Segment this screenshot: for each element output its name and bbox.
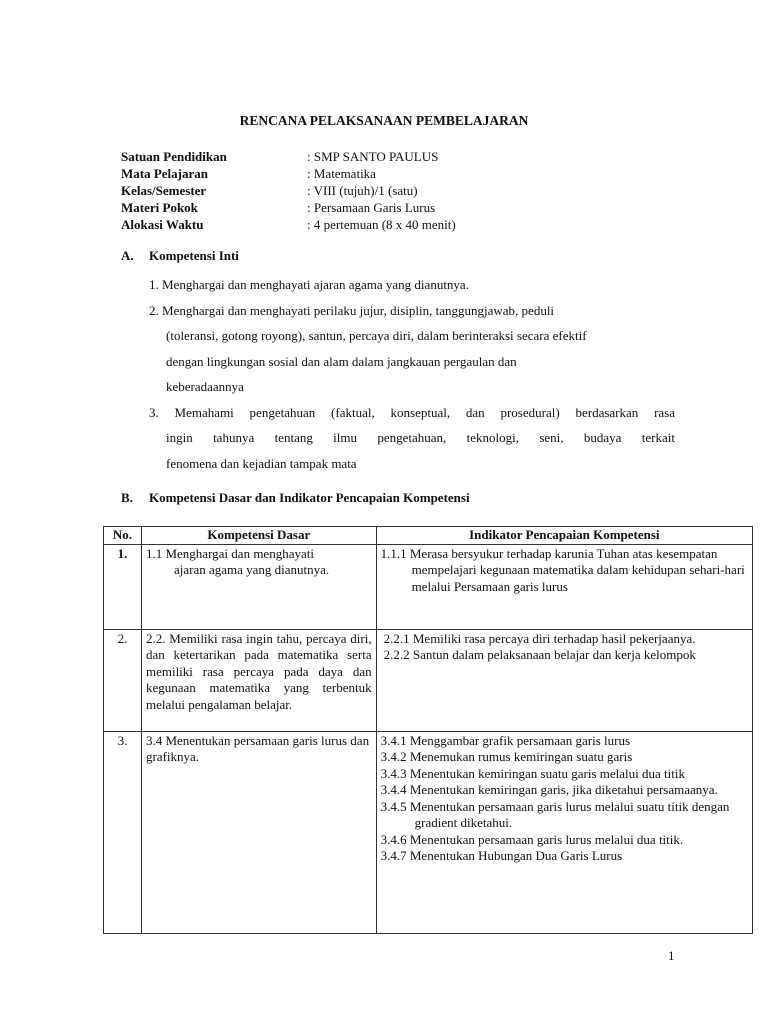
- list-item-line: keberadaannya: [166, 379, 244, 394]
- section-title: Kompetensi Dasar dan Indikator Pencapaian Kompetensi: [149, 490, 470, 505]
- row-number: 1.: [104, 544, 142, 629]
- indicator-item: 1.1.1 Merasa bersyukur terhadap karunia Tuhan atas kesempatan mempelajari kegunaan matematika dalam kehidupan sehari-hari melalui Persamaan garis lurus: [380, 545, 745, 594]
- list-item-line: (toleransi, gotong royong), santun, percaya diri, dalam berinteraksi secara efektif: [166, 328, 587, 343]
- indicator-item: 2.2.1 Memiliki rasa percaya diri terhadap hasil pekerjaanya.: [383, 630, 696, 646]
- section-letter: A.: [121, 248, 134, 263]
- identity-row: [121, 165, 456, 182]
- document-title: RENCANA PELAKSANAAN PEMBELAJARAN: [239, 113, 529, 128]
- competency-table: [103, 526, 753, 934]
- identity-label: Alokasi Waktu: [121, 217, 204, 232]
- identity-label: Satuan Pendidikan: [121, 149, 227, 164]
- kd-cell: [141, 544, 376, 629]
- indicator-item: 3.4.7 Menentukan Hubungan Dua Garis Lurus: [380, 848, 623, 863]
- table-row: [104, 731, 753, 933]
- row-number: 2.: [104, 629, 142, 731]
- indicator-item: 3.4.6 Menentukan persamaan garis lurus melalui dua titik.: [380, 831, 684, 847]
- section-title: Kompetensi Inti: [149, 248, 239, 263]
- column-header-kd: Kompetensi Dasar: [141, 527, 376, 545]
- identity-value: : SMP SANTO PAULUS: [307, 149, 439, 164]
- list-item-line: 1. Menghargai dan menghayati ajaran agama yang dianutnya.: [149, 277, 469, 292]
- identity-value: : 4 pertemuan (8 x 40 menit): [307, 217, 456, 232]
- identity-value: : VIII (tujuh)/1 (satu): [307, 183, 418, 198]
- identity-row: [121, 148, 456, 165]
- kd-line: 1.1 Menghargai dan menghayati: [145, 545, 314, 561]
- identity-row: [121, 216, 456, 233]
- list-item: [149, 272, 675, 298]
- indicator-item: 3.4.3 Menentukan kemiringan suatu garis melalui dua titik: [380, 765, 685, 781]
- kompetensi-inti-list: [149, 272, 675, 476]
- list-item-line: dengan lingkungan sosial dan alam dalam jangkauan pergaulan dan: [166, 353, 517, 369]
- section-letter: B.: [121, 490, 133, 505]
- indicator-item: 3.4.4 Menentukan kemiringan garis, jika diketahui persamaanya.: [380, 782, 718, 797]
- kd-cell: 2.2. Memiliki rasa ingin tahu, percaya diri, dan ketertarikan pada matematika serta memiliki rasa percaya pada daya dan kegunaan matematika yang terbentuk melalui pengalaman belajar.: [141, 629, 376, 731]
- column-header-no: No.: [104, 527, 142, 545]
- column-header-indicator: Indikator Pencapaian Kompetensi: [376, 527, 752, 545]
- identity-label: Kelas/Semester: [121, 183, 207, 198]
- indicator-cell: [376, 731, 752, 933]
- identity-label: Mata Pelajaran: [121, 166, 209, 181]
- indicator-item: 2.2.2 Santun dalam pelaksanaan belajar dan kerja kelompok: [383, 647, 696, 662]
- page-number: 1: [668, 948, 675, 963]
- identity-row: [121, 199, 456, 216]
- identity-label: Materi Pokok: [121, 200, 198, 215]
- indicator-cell: [376, 629, 752, 731]
- indicator-item: 3.4.1 Menggambar grafik persamaan garis lurus: [380, 732, 631, 748]
- identity-value: : Matematika: [307, 166, 376, 181]
- list-item: [149, 400, 675, 477]
- identity-value: : Persamaan Garis Lurus: [307, 200, 436, 215]
- list-item-line: ingin tahunya tentang ilmu pengetahuan, teknologi, seni, budaya terkait: [166, 430, 675, 445]
- table-row: [104, 544, 753, 629]
- identity-row: [121, 182, 456, 199]
- table-header-row: [104, 527, 753, 545]
- list-item-line: 3. Memahami pengetahuan (faktual, konseptual, dan prosedural) berdasarkan rasa: [149, 404, 675, 420]
- kd-cell: 3.4 Menentukan persamaan garis lurus dan grafiknya.: [141, 731, 376, 933]
- section-b-heading: [121, 490, 470, 506]
- section-a-heading: [121, 248, 239, 264]
- kd-line: ajaran agama yang dianutnya.: [173, 562, 330, 577]
- table-row: [104, 629, 753, 731]
- indicator-item: 3.4.5 Menentukan persamaan garis lurus melalui suatu titik dengan gradient diketahui.: [380, 798, 730, 830]
- indicator-cell: [376, 544, 752, 629]
- list-item-line: 2. Menghargai dan menghayati perilaku jujur, disiplin, tanggungjawab, peduli: [149, 302, 555, 318]
- list-item: [149, 298, 675, 400]
- list-item-line: fenomena dan kejadian tampak mata: [166, 455, 357, 471]
- row-number: 3.: [104, 731, 142, 933]
- identity-block: [121, 148, 456, 233]
- indicator-item: 3.4.2 Menemukan rumus kemiringan suatu garis: [380, 749, 633, 764]
